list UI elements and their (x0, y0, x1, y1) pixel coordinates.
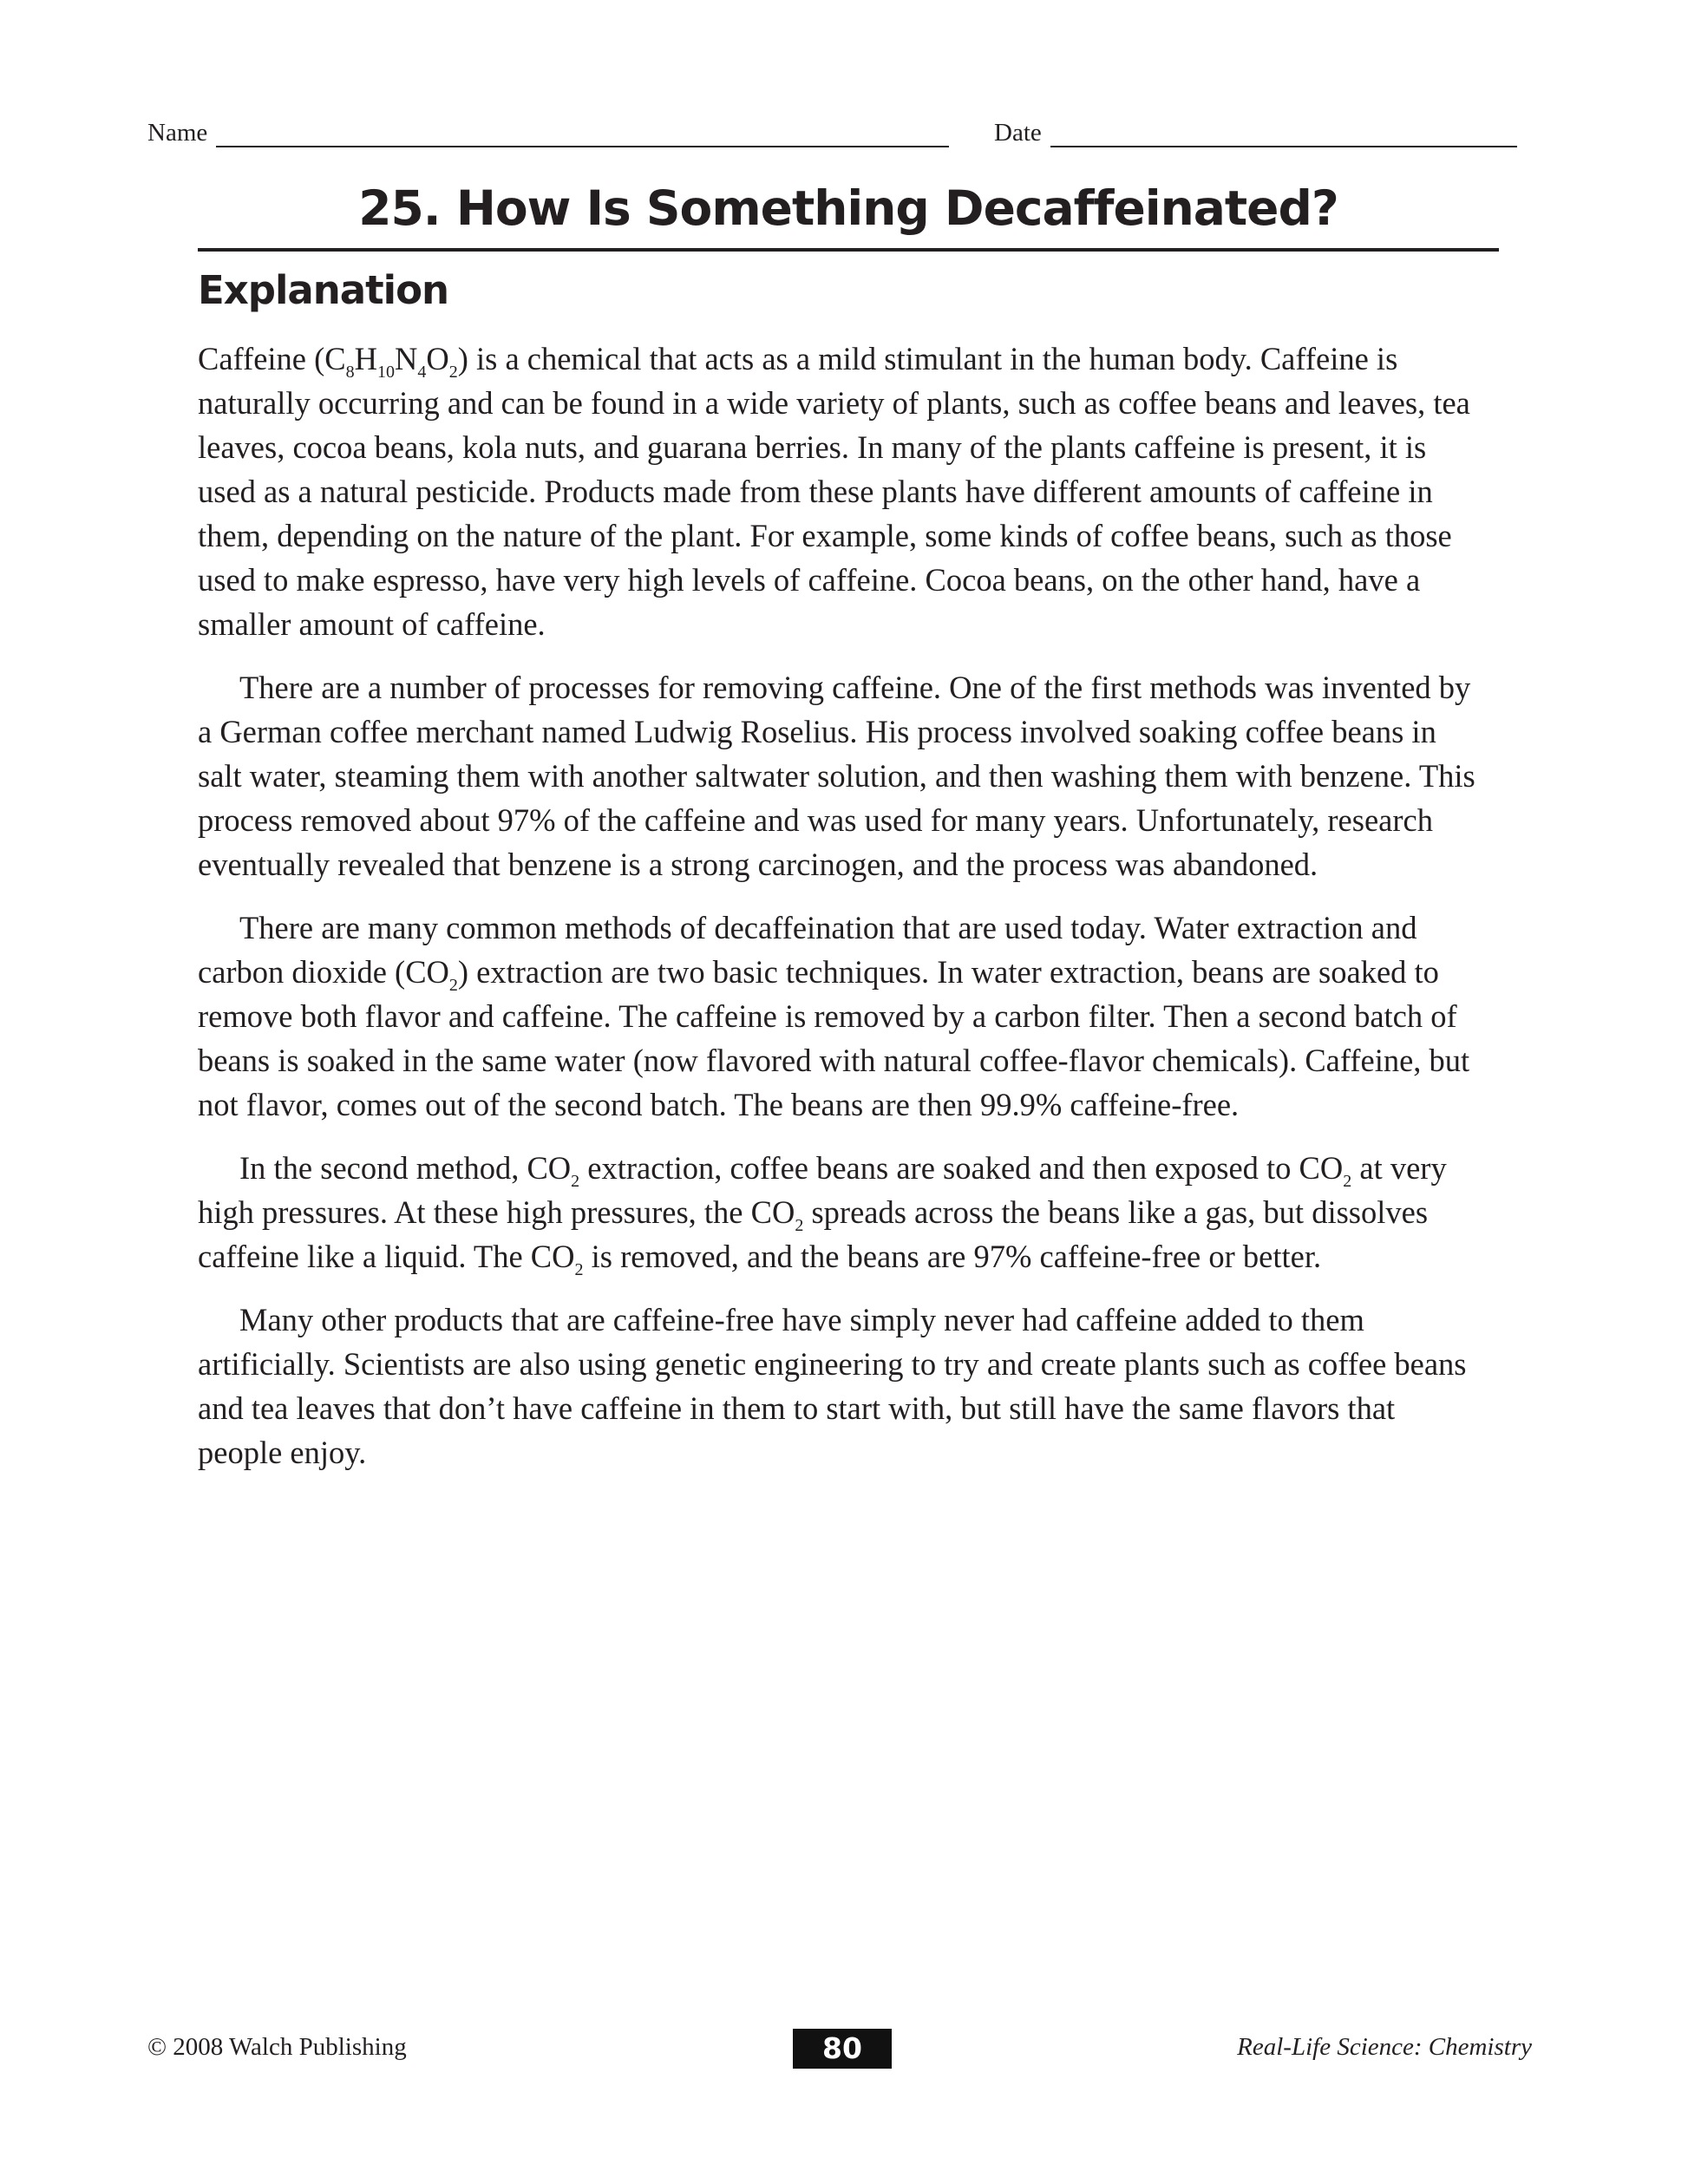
copyright: © 2008 Walch Publishing (147, 2033, 407, 2061)
name-line[interactable] (216, 144, 949, 147)
paragraph-5: Many other products that are caffeine-free have simply never had caffeine added to them artificially. Scientists are also using genetic engineering to try and create plants such as coffee beans and tea leaves that don’t have caffeine in them to start with, but still have the same flavors that people enjoy. (198, 1302, 1467, 1470)
name-date-row (147, 120, 1521, 151)
date-field[interactable] (994, 119, 1517, 147)
page-title: 25. How Is Something Decaffeinated? (358, 180, 1338, 236)
name-field[interactable] (147, 119, 949, 147)
paragraph-1: Caffeine $(C_8H_{10}N_4O_2)$ is a chemical that acts as a mild stimulant in the human body. Caffeine is naturally occurring and can be found in a wide variety of plants, such as coffee beans and leaves, tea leaves, cocoa beans, kola nuts, and guarana berries. In many of the plants caffeine is present, it is used as a natural pesticide. Products made from these plants have different amounts of caffeine in them, depending on the nature of the plant. For example, some kinds of coffee beans, such as those used to make espresso, have very high levels of caffeine. Cocoa beans, on the other hand, have a smaller amount of caffeine. (198, 341, 1470, 642)
name-label: Name (147, 119, 208, 147)
paragraph-3: There are many common methods of decaffeination that are used today. Water extraction and carbon dioxide $(CO_2)$ extraction are two basic techniques. In water extraction, beans are soaked to remove both flavor and caffeine. The caffeine is removed by a carbon filter. Then a second batch of beans is soaked in the same water (now flavored with natural coffee-flavor chemicals). Caffeine, but not flavor, comes out of the second batch. The beans are then 99.9% caffeine-free. (198, 910, 1470, 1122)
date-line[interactable] (1050, 144, 1517, 147)
section-heading: Explanation (198, 267, 449, 313)
paragraph-4: In the second method, $CO_2$ extraction, coffee beans are soaked and then exposed to $CO_2$ at very high pressures. At these high pressures, the $CO_2$ spreads across the beans like a gas, but dissolves caffeine like a liquid. The $CO_2$ is removed, and the beans are 97% caffeine-free or better. (198, 1150, 1447, 1279)
paragraph-2: There are a number of processes for removing caffeine. One of the first methods was invented by a German coffee merchant named Ludwig Roselius. His process involved soaking coffee beans in salt water, steaming them with another saltwater solution, and then washing them with benzene. This process removed about 97% of the caffeine and was used for many years. Unfortunately, research eventually revealed that benzene is a strong carcinogen, and the process was abandoned. (198, 670, 1475, 882)
title-block (198, 182, 1499, 252)
explanation-text (198, 337, 1482, 1494)
page-number: 80 (793, 2029, 892, 2069)
date-label: Date (994, 119, 1042, 147)
book-title: Real-Life Science: Chemistry (1237, 2033, 1532, 2061)
